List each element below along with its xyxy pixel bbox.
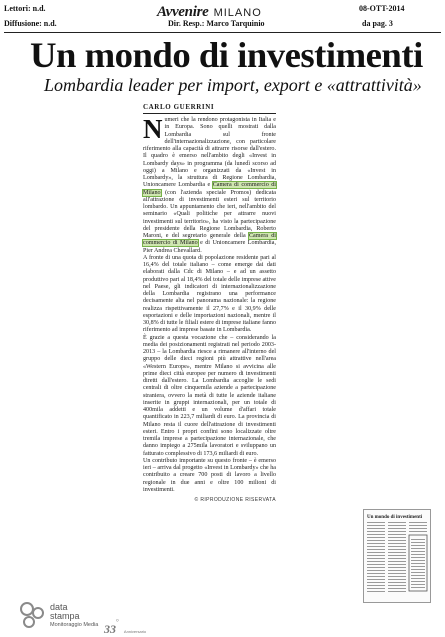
paragraph-2: A fronte di una quota di popolazione residente pari al 16,4% del totale italiano – come emerge dai dati elaborati dalla Cdc di Milano – e ad un assetto produttivo pari al 18,4% del totale delle imprese attive nel Paese, gli indicatori di internazionalizzazione della Lombardia registrano una performance decisamente alta nel panorama nazionale: la regione realizza rispettivamente il 27,7% e il 30,9% delle esportazioni e delle importazioni nazionali, mentre il 30,8% di tutte le filiali estere di imprese italiane fanno riferimento ad imprese basate in Lombardia.: [143, 254, 276, 334]
paragraph-3: È grazie a questa vocazione che – considerando la media dei posizionamenti registrati nel periodo 2003-2013 – la Lombardia riesce a rimanere all'interno del gruppo delle dieci regioni più attrattive nell'area «Western Europe», mentre Milano si avvicina alle prime dieci città europee per numero di investimenti diretti dall'estero. La Lombardia accoglie le sedi centrali di oltre cinquemila aziende a partecipazione straniera, ovvero la metà di tutte le aziende italiane inserite in gruppi internazionali, per un totale di 400mila addetti e un volume d'affari totale quantificato in 223,7 miliardi di euro. La provincia di Milano resta il cuore dell'attrazione di investimenti esteri. Entro i propri confini sono localizzate oltre tremila imprese a partecipazione internazionale, che danno impiego a 275mila lavoratori e sviluppano un fatturato complessivo di 173,6 miliardi di euro.: [143, 334, 276, 457]
highlight-chamber-of-commerce: Camera di commercio di Milano: [143, 233, 276, 247]
diffusione-label: Diffusione: n.d.: [4, 19, 57, 28]
lettori-label: Lettori: n.d.: [4, 4, 46, 13]
anniversary-badge: [104, 618, 146, 637]
byline: CARLO GUERRINI: [143, 103, 215, 111]
newspaper-masthead: [157, 1, 262, 21]
article-headline: Un mondo di investimenti: [30, 35, 423, 75]
header-rule: [4, 32, 441, 33]
brand-city: MILANO: [213, 7, 262, 19]
brand-name: Avvenire: [157, 4, 209, 20]
logo-word-data: data: [50, 602, 68, 612]
anniversary-word: Anniversario: [123, 629, 147, 634]
page-thumbnail: [363, 509, 431, 603]
logo-word-stampa: stampa: [50, 611, 80, 621]
paragraph-1: Numeri che la rendono protagonista in Italia e in Europa. Sono quelli mostrati dalla Lombardia sul fronte dell'internazionalizzazione, con particolare riferimento alla capacità di attrarre risorse dall'estero. Il quadro è emerso nell'ambito degli «Invest in Lombardy days» in programma (da lunedì scorso ad oggi) a Milano e organizzati da «Invest in Lombardy», la struttura di Regione Lombardia, Unioncamere Lombardia e Camera di commercio di Milano (con l'azienda speciale Promos) dedicata all'attrazione di investimenti esteri sul territorio lombardo. Un appuntamento che ieri, nell'ambito del seminario «Quali politiche per attrarre nuovi investimenti sul territorio», ha visto la partecipazione del presidente della Regione Lombardia, Roberto Maroni, e del segretario generale della Camera di commercio di Milano e di Unioncamere Lombardia, Pier Andrea Chevallard.: [143, 114, 276, 254]
date-label: 08-OTT-2014: [359, 4, 405, 13]
director-label: Dir. Resp.: Marco Tarquinio: [168, 19, 265, 28]
highlight-chamber-of-commerce: Camera di commercio di Milano: [143, 182, 276, 196]
article-subheadline: Lombardia leader per import, export e «attrattività»: [44, 75, 422, 95]
page-thumbnail-graphic: [364, 510, 430, 602]
article-body: [143, 114, 276, 504]
thumbnail-headline: Un mondo di investimenti: [367, 515, 423, 520]
data-stampa-logo-icon: [18, 600, 48, 630]
anniversary-number: 33: [104, 622, 116, 636]
paragraph-4: Un contributo importante su questo fronte – è emerso ieri – arriva dal progetto «Invest in Lombardy» che ha contribuito a creare 700 posti di lavoro a livello regionale in due anni e oltre 100 milioni di investimenti.: [143, 457, 276, 493]
drop-cap: N: [143, 114, 163, 144]
page-label: da pag. 3: [362, 19, 393, 28]
copyright-note: © RIPRODUZIONE RISERVATA: [194, 497, 276, 503]
logo-tagline: Monitoraggio Media: [50, 622, 99, 628]
anniversary-suffix: °: [116, 618, 119, 626]
